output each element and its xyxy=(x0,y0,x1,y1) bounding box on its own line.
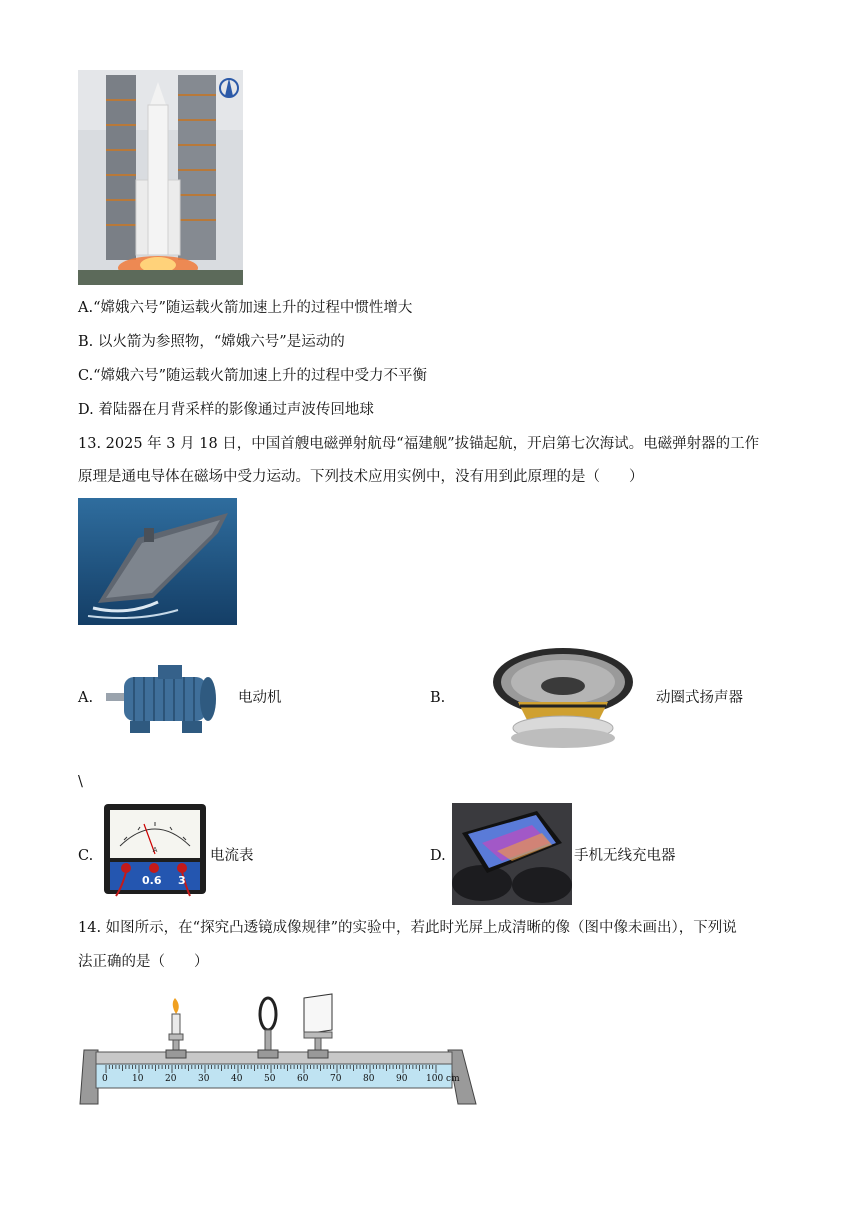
rocket-launch-photo xyxy=(78,70,243,285)
q13-option-c-text[interactable]: 电流表 xyxy=(210,848,254,864)
ruler-tick-label: 40 xyxy=(231,1074,243,1084)
q13-option-c-letter[interactable]: C. xyxy=(78,848,94,864)
ruler-tick-label: 100 cm xyxy=(426,1074,460,1084)
q14-stem-line2: 法正确的是（ ） xyxy=(78,954,209,970)
ammeter-label-0-6: 0.6 xyxy=(142,874,162,887)
optical-bench-diagram xyxy=(78,992,478,1106)
q13-option-d-text[interactable]: 手机无线充电器 xyxy=(574,848,676,864)
q13-option-d-letter[interactable]: D. xyxy=(430,848,446,864)
ruler-tick-label: 10 xyxy=(132,1074,144,1084)
ruler-tick-label: 70 xyxy=(330,1074,342,1084)
aircraft-carrier-photo xyxy=(78,498,237,625)
q12-option-d[interactable]: D. 着陆器在月背采样的影像通过声波传回地球 xyxy=(78,402,374,418)
ruler-tick-label: 20 xyxy=(165,1074,177,1084)
q13-option-b-text[interactable]: 动圈式扬声器 xyxy=(656,690,743,706)
q14-stem-line1: 14. 如图所示，在“探究凸透镜成像规律”的实验中，若此时光屏上成清晰的像（图中像未画出），下列说 xyxy=(78,920,737,936)
ruler-tick-label: 80 xyxy=(363,1074,375,1084)
ruler-tick-label: 30 xyxy=(198,1074,210,1084)
q13-option-b-letter[interactable]: B. xyxy=(430,690,446,706)
ruler-tick-label: 0 xyxy=(102,1074,108,1084)
wireless-charger-image xyxy=(452,803,572,905)
dynamic-speaker-image xyxy=(488,642,638,750)
ruler-tick-label: 50 xyxy=(264,1074,276,1084)
ruler-tick-label: 60 xyxy=(297,1074,309,1084)
q12-option-c[interactable]: C.“嫦娥六号”随运载火箭加速上升的过程中受力不平衡 xyxy=(78,368,428,384)
ammeter-image xyxy=(102,802,208,898)
electric-motor-image xyxy=(100,655,230,740)
ammeter-label-3: 3 xyxy=(178,874,186,887)
q13-stem-line1: 13. 2025 年 3 月 18 日，中国首艘电磁弹射航母“福建舰”拔锚起航，开启第七次海试。电磁弹射器的工作 xyxy=(78,436,760,452)
stray-backslash-mark: \ xyxy=(78,774,83,790)
q13-option-a-letter[interactable]: A. xyxy=(78,690,94,706)
q13-option-a-text[interactable]: 电动机 xyxy=(238,690,282,706)
q13-stem-line2: 原理是通电导体在磁场中受力运动。下列技术应用实例中，没有用到此原理的是（ ） xyxy=(78,469,644,485)
q12-option-a[interactable]: A.“嫦娥六号”随运载火箭加速上升的过程中惯性增大 xyxy=(78,300,413,316)
ruler-tick-label: 90 xyxy=(396,1074,408,1084)
svg-text:A: A xyxy=(152,846,158,854)
q12-option-b[interactable]: B. 以火箭为参照物，“嫦娥六号”是运动的 xyxy=(78,334,345,350)
